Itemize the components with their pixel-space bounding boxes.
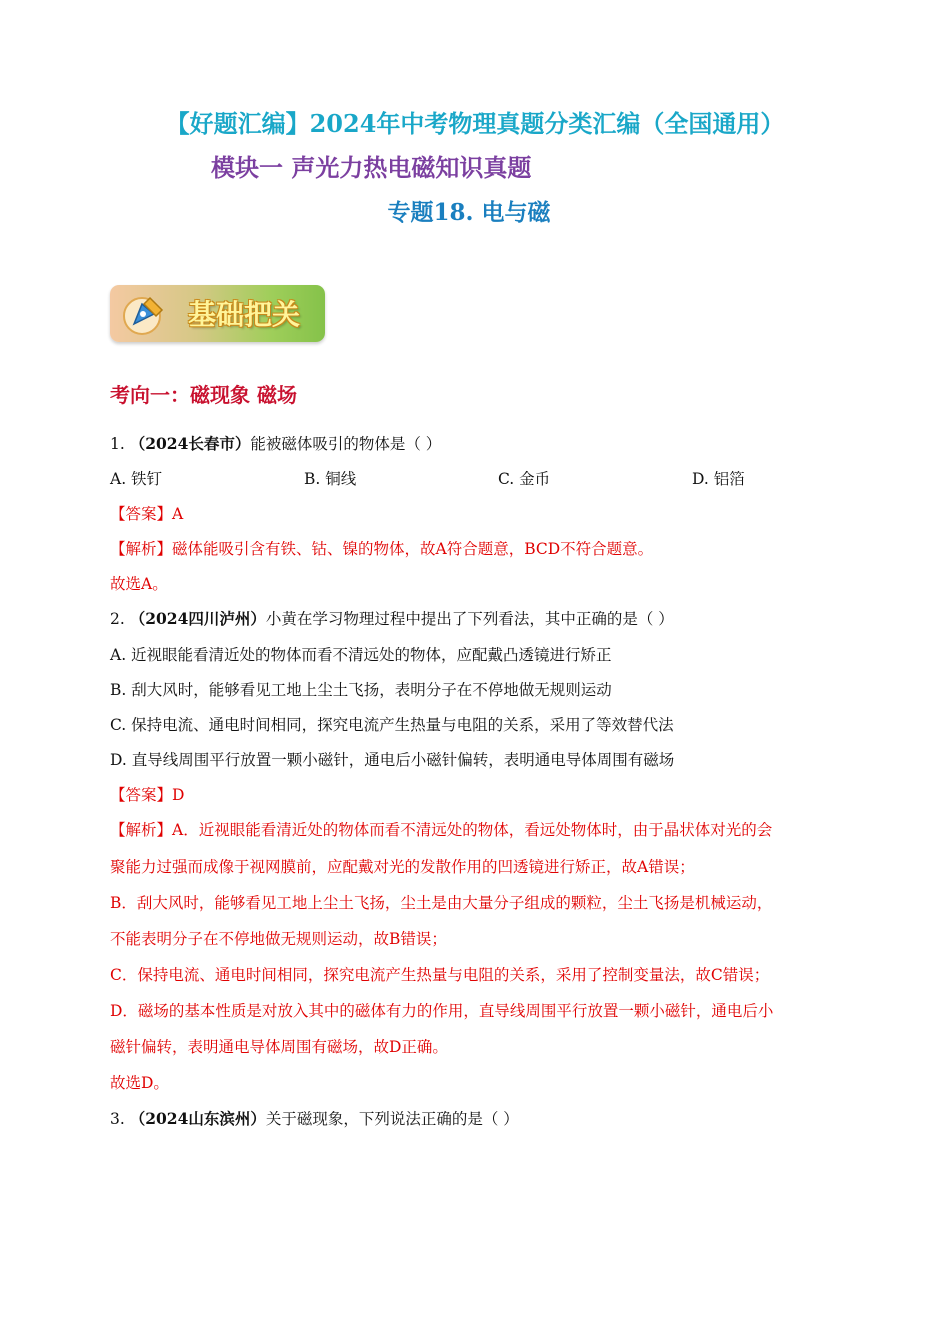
analysis-line: 聚能力过强而成像于视网膜前，应配戴对光的发散作用的凹透镜进行矫正，故A错误； (110, 858, 695, 876)
analysis-line: 磁针偏转，表明通电导体周围有磁场，故D正确。 (110, 1038, 448, 1056)
section-banner (110, 285, 325, 342)
option-a: A. 近视眼能看清近处的物体而看不清远处的物体，应配戴凸透镜进行矫正 (110, 646, 612, 664)
conclusion-text: 故选D。 (110, 1074, 169, 1092)
analysis-line: C．保持电流、通电时间相同，探究电流产生热量与电阻的关系，采用了控制变量法，故C错误； (110, 966, 770, 984)
conclusion-text: 故选A。 (110, 575, 168, 593)
option-b: B. 刮大风时，能够看见工地上尘土飞扬，表明分子在不停地做无规则运动 (110, 681, 612, 699)
option-c: C. 保持电流、通电时间相同，探究电流产生热量与电阻的关系，采用了等效替代法 (110, 716, 674, 734)
question-stem: 小黄在学习物理过程中提出了下列看法，其中正确的是（ ） (265, 610, 674, 628)
document-title: 【好题汇编】2024年中考物理真题分类汇编（全国通用） (165, 109, 785, 138)
option-d: D. 直导线周围平行放置一颗小磁针，通电后小磁针偏转，表明通电导体周围有磁场 (110, 751, 675, 769)
banner-label: 基础把关 (188, 298, 301, 331)
question-number: 2. (110, 610, 130, 628)
question-number: 1. (110, 435, 130, 453)
answer-label: 【答案】A (110, 505, 184, 523)
question-source: （2024长春市） (129, 434, 251, 453)
answer-label: 【答案】D (110, 786, 185, 804)
topic-title: 专题18. 电与磁 (387, 199, 551, 226)
analysis-text: 【解析】磁体能吸引含有铁、钴、镍的物体，故A符合题意，BCD不符合题意。 (110, 540, 654, 558)
analysis-line: B．刮大风时，能够看见工地上尘土飞扬，尘土是由大量分子组成的颗粒，尘土飞扬是机械运动， (110, 894, 773, 912)
analysis-line: D．磁场的基本性质是对放入其中的磁体有力的作用，直导线周围平行放置一颗小磁针，通电后小 (110, 1002, 774, 1020)
module-title: 模块一 声光力热电磁知识真题 (211, 153, 532, 182)
question-stem: 能被磁体吸引的物体是（ ） (250, 435, 442, 453)
pen-nib-icon (120, 290, 168, 338)
analysis-line: 不能表明分子在不停地做无规则运动，故B错误； (110, 930, 447, 948)
question-1 (110, 432, 441, 454)
option-d: D. 铝箔 (692, 470, 745, 488)
question-source: （2024四川泸州） (129, 609, 266, 628)
section-heading: 考向一：磁现象 磁场 (110, 383, 297, 407)
analysis-line: 【解析】A．近视眼能看清近处的物体而看不清远处的物体，看远处物体时，由于晶状体对光的会 (110, 821, 773, 839)
question-2 (110, 607, 674, 629)
option-c: C. 金币 (498, 470, 551, 488)
option-b: B. 铜线 (304, 470, 357, 488)
question-3 (110, 1107, 519, 1129)
question-stem: 关于磁现象，下列说法正确的是（ ） (265, 1110, 519, 1128)
question-source: （2024山东滨州） (129, 1109, 266, 1128)
question-number: 3. (110, 1110, 130, 1128)
option-a: A. 铁钉 (110, 470, 163, 488)
